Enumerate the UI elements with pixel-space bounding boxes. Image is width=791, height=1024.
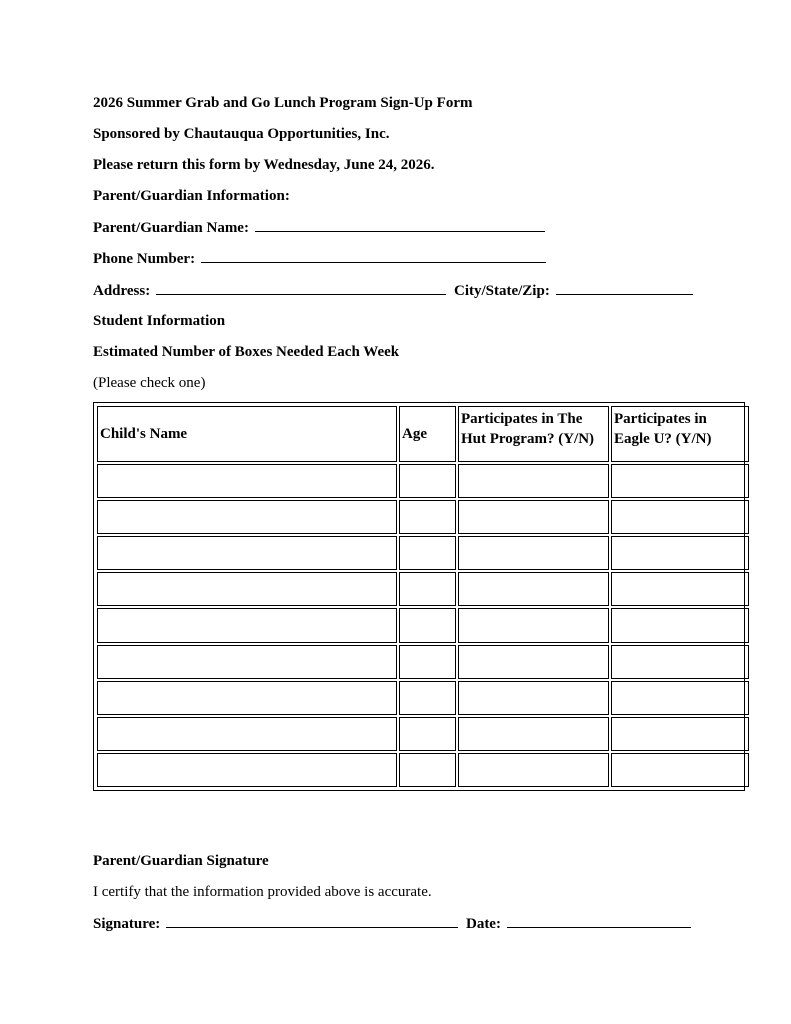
hut-program-cell[interactable] [458, 608, 609, 642]
hut-program-cell[interactable] [458, 464, 609, 498]
deadline-line: Please return this form by Wednesday, June 24, 2026. [93, 157, 435, 173]
date-field[interactable] [507, 914, 691, 928]
column-header-childs-name: Child's Name [97, 406, 397, 462]
city-label: City/State/Zip: [453, 283, 550, 299]
table-header-row [97, 406, 749, 462]
age-cell[interactable] [399, 608, 456, 642]
boxes-needed-label: Estimated Number of Boxes Needed Each Week [93, 344, 400, 360]
age-cell[interactable] [399, 500, 456, 534]
hut-program-cell[interactable] [458, 645, 609, 679]
hut-program-cell[interactable] [458, 681, 609, 715]
student-table [93, 402, 745, 791]
eagle-u-cell[interactable] [611, 645, 749, 679]
childs-name-cell[interactable] [97, 645, 397, 679]
eagle-u-cell[interactable] [611, 681, 749, 715]
table-row [97, 753, 749, 787]
phone-row [93, 249, 546, 268]
table-row [97, 717, 749, 751]
student-info-heading: Student Information [93, 313, 226, 329]
date-label: Date: [465, 916, 501, 932]
column-header-hut-program: Participates in The Hut Program? (Y/N) [458, 406, 609, 462]
form-title: 2026 Summer Grab and Go Lunch Program Sign-Up Form [93, 95, 473, 111]
table-row [97, 608, 749, 642]
column-header-age: Age [399, 406, 456, 462]
column-header-eagle-u: Participates in Eagle U? (Y/N) [611, 406, 749, 462]
age-cell[interactable] [399, 717, 456, 751]
hut-program-cell[interactable] [458, 536, 609, 570]
parent-name-label: Parent/Guardian Name: [93, 220, 249, 236]
childs-name-cell[interactable] [97, 681, 397, 715]
eagle-u-cell[interactable] [611, 464, 749, 498]
table-row [97, 645, 749, 679]
signature-heading: Parent/Guardian Signature [93, 853, 269, 869]
signature-row [93, 914, 691, 933]
eagle-u-cell[interactable] [611, 500, 749, 534]
table-row [97, 572, 749, 606]
table-row [97, 536, 749, 570]
table-row [97, 464, 749, 498]
phone-label: Phone Number: [93, 251, 196, 267]
eagle-u-cell[interactable] [611, 717, 749, 751]
childs-name-cell[interactable] [97, 464, 397, 498]
check-one-instruction: (Please check one) [93, 375, 206, 391]
age-cell[interactable] [399, 753, 456, 787]
city-state-zip-field[interactable] [556, 281, 693, 295]
eagle-u-cell[interactable] [611, 572, 749, 606]
hut-program-cell[interactable] [458, 753, 609, 787]
childs-name-cell[interactable] [97, 608, 397, 642]
student-table-grid [95, 404, 751, 789]
parent-name-field[interactable] [255, 218, 545, 232]
signature-field[interactable] [166, 914, 458, 928]
childs-name-cell[interactable] [97, 536, 397, 570]
signature-label: Signature: [93, 916, 161, 932]
phone-field[interactable] [201, 249, 546, 263]
table-row [97, 500, 749, 534]
eagle-u-cell[interactable] [611, 608, 749, 642]
age-cell[interactable] [399, 536, 456, 570]
address-field[interactable] [156, 281, 446, 295]
hut-program-cell[interactable] [458, 717, 609, 751]
parent-info-heading: Parent/Guardian Information: [93, 188, 290, 204]
hut-program-cell[interactable] [458, 500, 609, 534]
childs-name-cell[interactable] [97, 753, 397, 787]
age-cell[interactable] [399, 681, 456, 715]
hut-program-cell[interactable] [458, 572, 609, 606]
address-label: Address: [93, 283, 151, 299]
age-cell[interactable] [399, 572, 456, 606]
certify-statement: I certify that the information provided above is accurate. [93, 884, 432, 900]
eagle-u-cell[interactable] [611, 536, 749, 570]
table-row [97, 681, 749, 715]
childs-name-cell[interactable] [97, 572, 397, 606]
age-cell[interactable] [399, 645, 456, 679]
address-row [93, 281, 693, 300]
eagle-u-cell[interactable] [611, 753, 749, 787]
childs-name-cell[interactable] [97, 717, 397, 751]
childs-name-cell[interactable] [97, 500, 397, 534]
age-cell[interactable] [399, 464, 456, 498]
sponsor-line: Sponsored by Chautauqua Opportunities, Inc. [93, 126, 390, 142]
parent-name-row [93, 218, 545, 237]
